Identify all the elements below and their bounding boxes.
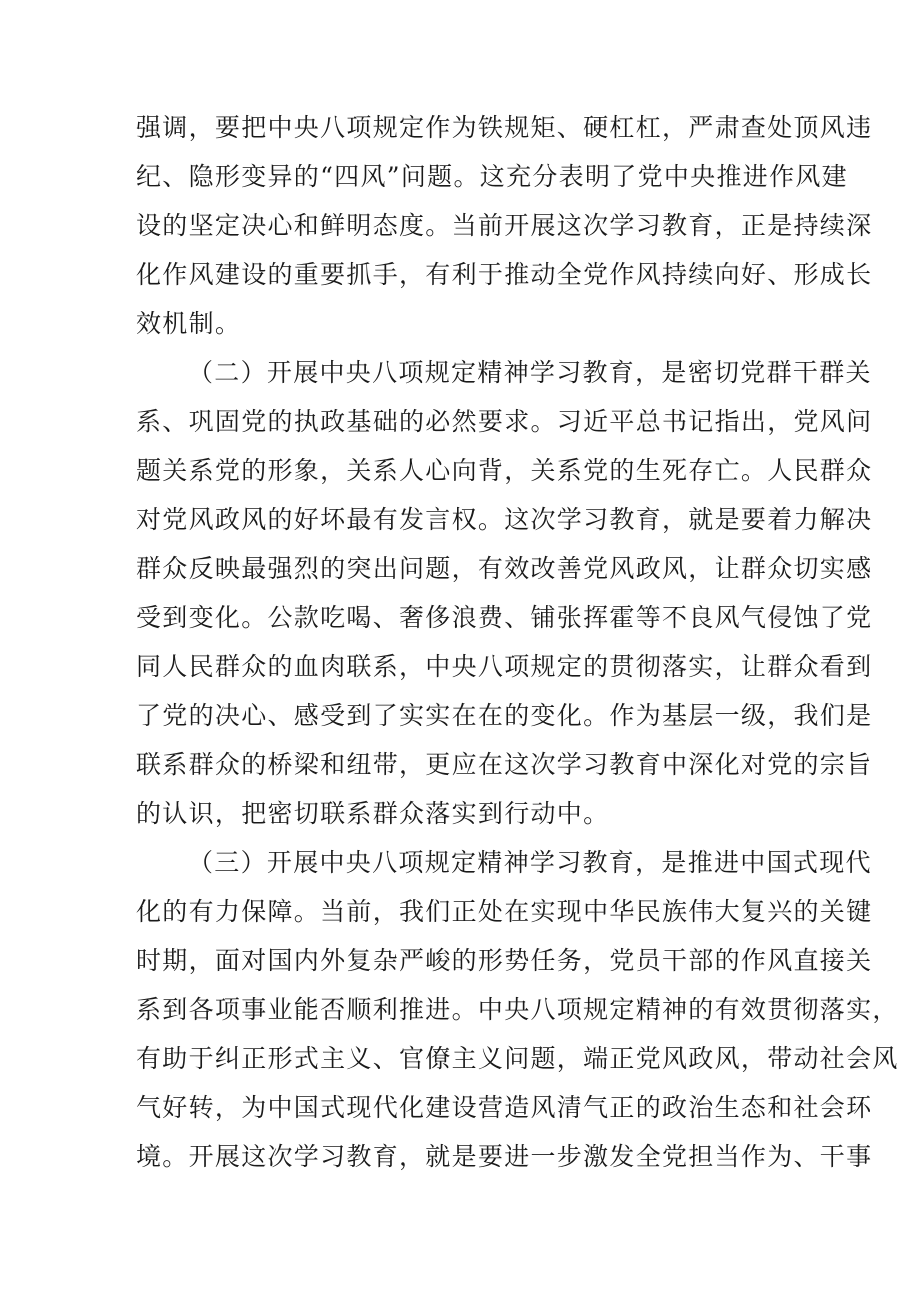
text-line: 联系群众的桥梁和纽带，更应在这次学习教育中深化对党的宗旨 (136, 750, 873, 779)
text-line: 群众反映最强烈的突出问题，有效改善党风政风，让群众切实感 (136, 554, 873, 583)
section-heading-line: （三）开展中央八项规定精神学习教育，是推进中国式现代 (188, 848, 872, 877)
text-line: 气好转，为中国式现代化建设营造风清气正的政治生态和社会环 (136, 1093, 873, 1122)
text-line: 强调，要把中央八项规定作为铁规矩、硬杠杠，严肃查处顶风违 (136, 113, 873, 142)
text-line: 对党风政风的好坏最有发言权。这次学习教育，就是要着力解决 (136, 505, 873, 534)
text-line: 题关系党的形象，关系人心向背，关系党的生死存亡。人民群众 (136, 456, 873, 485)
paragraph-2 (136, 348, 873, 838)
text-line: 同人民群众的血肉联系，中央八项规定的贯彻落实，让群众看到 (136, 652, 873, 681)
text-line: 时期，面对国内外复杂严峻的形势任务，党员干部的作风直接关 (136, 946, 873, 975)
paragraph-3 (136, 838, 899, 1181)
text-line: 设的坚定决心和鲜明态度。当前开展这次学习教育，正是持续深 (136, 211, 873, 240)
text-line: 效机制。 (136, 309, 242, 338)
text-line: 境。开展这次学习教育，就是要进一步激发全党担当作为、干事 (136, 1142, 873, 1171)
paragraph-1 (136, 103, 873, 348)
text-line: 系、巩固党的执政基础的必然要求。习近平总书记指出，党风问 (136, 407, 873, 436)
text-line: 了党的决心、感受到了实实在在的变化。作为基层一级，我们是 (136, 701, 873, 730)
text-line: 的认识，把密切联系群众落实到行动中。 (136, 799, 610, 828)
text-line: 化的有力保障。当前，我们正处在实现中华民族伟大复兴的关键 (136, 897, 873, 926)
text-line: 有助于纠正形式主义、官僚主义问题，端正党风政风，带动社会风 (136, 1044, 899, 1073)
section-heading-line: （二）开展中央八项规定精神学习教育，是密切党群干群关 (188, 358, 872, 387)
text-line: 受到变化。公款吃喝、奢侈浪费、铺张挥霍等不良风气侵蚀了党 (136, 603, 873, 632)
body-text (136, 103, 899, 1181)
text-line: 纪、隐形变异的“四风”问题。这充分表明了党中央推进作风建 (136, 162, 848, 191)
text-line: 化作风建设的重要抓手，有利于推动全党作风持续向好、形成长 (136, 260, 873, 289)
text-line: 系到各项事业能否顺利推进。中央八项规定精神的有效贯彻落实， (136, 995, 899, 1024)
